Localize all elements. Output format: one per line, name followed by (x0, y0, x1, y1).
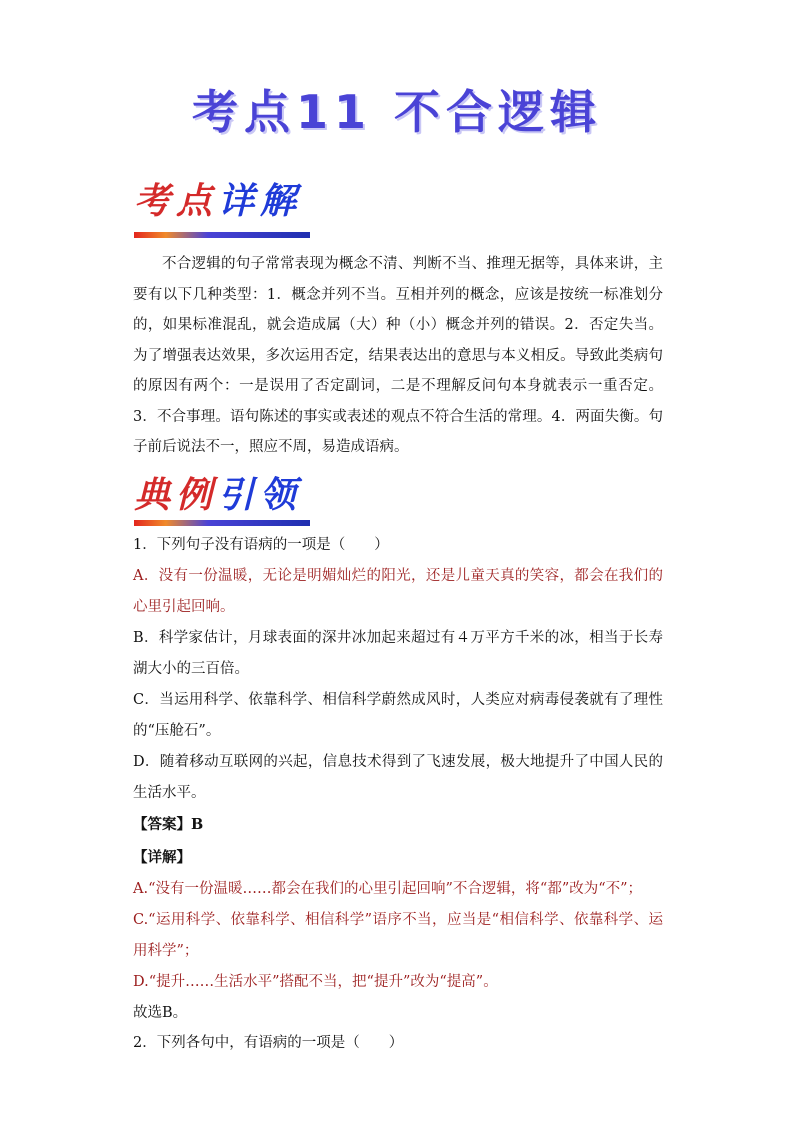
section-heading-examples (134, 474, 302, 518)
conclusion: 故选B。 (133, 1005, 188, 1021)
analysis-label: 【详解】 (133, 849, 191, 866)
option-a: A．没有一份温暖，无论是明媚灿烂的阳光，还是儿童天真的笑容，都会在我们的心里引起回响。 (133, 568, 663, 615)
section-divider (134, 520, 310, 526)
section-heading-part1: 典例 (134, 475, 219, 516)
section-divider (134, 232, 310, 238)
analysis-c: C.“运用科学、依靠科学、相信科学”语序不当，应当是“相信科学、依靠科学、运用科学”； (133, 912, 663, 959)
option-b: B．科学家估计，月球表面的深井冰加起来超过有４万平方千米的冰，相当于长寿湖大小的三百倍。 (133, 630, 663, 677)
intro-text: 不合逻辑的句子常常表现为概念不清、判断不当、推理无据等，具体来讲，主要有以下几种类型：1．概念并列不当。互相并列的概念，应该是按统一标准划分的，如果标准混乱，就会造成属（大）种（小）概念并列的错误。2．否定失当。为了增强表达效果，多次运用否定，结果表达出的意思与本义相反。导致此类病句的原因有两个：一是误用了否定副词，二是不理解反问句本身就表示一重否定。3．不合事理。语句陈述的事实或表述的观点不符合生活的常理。4．两面失衡。句子前后说法不一，照应不周，易造成语病。 (133, 256, 663, 455)
intro-paragraph (133, 249, 663, 463)
option-c: C．当运用科学、依靠科学、相信科学蔚然成风时，人类应对病毒侵袭就有了理性的“压舱石”。 (133, 692, 663, 739)
analysis-d: D.“提升……生活水平”搭配不当，把“提升”改为“提高”。 (133, 974, 498, 990)
section-heading-explain (134, 180, 302, 224)
section-heading-part1: 考点 (134, 181, 219, 222)
section-heading-part2: 引领 (218, 475, 303, 516)
analysis-a: A.“没有一份温暖……都会在我们的心里引起回响”不合逻辑，将“都”改为“不”； (133, 881, 643, 897)
question-stem: 2．下列各句中，有语病的一项是（ ） (133, 1035, 404, 1051)
answer-label: 【答案】B (133, 816, 204, 833)
section-heading-part2: 详解 (218, 181, 303, 222)
option-d: D．随着移动互联网的兴起，信息技术得到了飞速发展，极大地提升了中国人民的生活水平。 (133, 754, 663, 801)
question-stem: 1．下列句子没有语病的一项是（ ） (133, 537, 389, 553)
page-title: 考点11 不合逻辑 (191, 85, 603, 139)
